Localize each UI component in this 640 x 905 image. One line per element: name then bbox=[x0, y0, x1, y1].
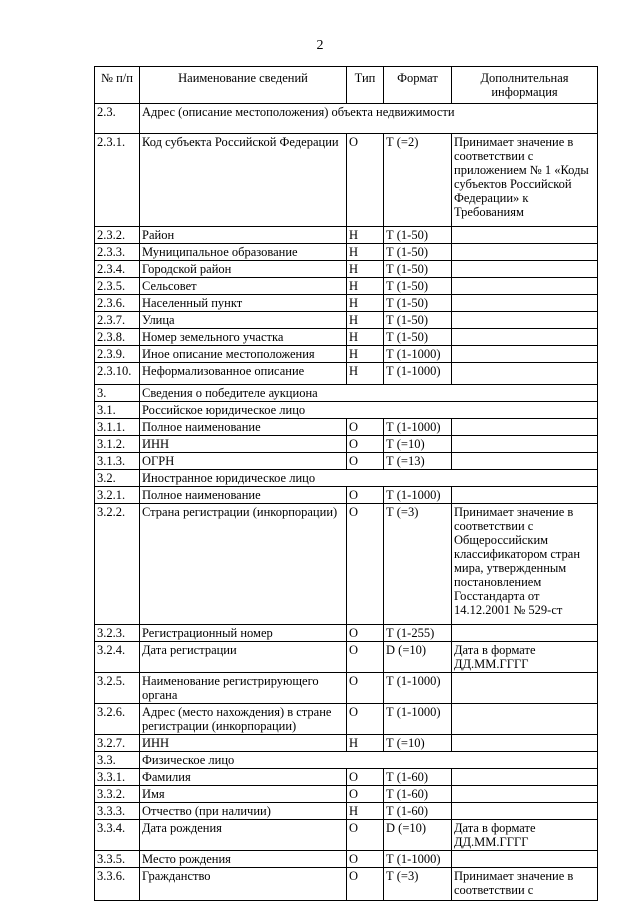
row-number: 2.3.8. bbox=[95, 329, 140, 346]
row-extra bbox=[452, 329, 598, 346]
row-format: Т (1-255) bbox=[384, 625, 452, 642]
row-number: 3.2.5. bbox=[95, 673, 140, 704]
row-name: Населенный пункт bbox=[140, 295, 347, 312]
row-extra bbox=[452, 261, 598, 278]
row-number: 3.1.1. bbox=[95, 419, 140, 436]
row-extra bbox=[452, 673, 598, 704]
row-format: Т (1-1000) bbox=[384, 851, 452, 868]
row-name: Отчество (при наличии) bbox=[140, 803, 347, 820]
table-row bbox=[95, 312, 598, 329]
row-type: Н bbox=[347, 312, 384, 329]
row-type: О bbox=[347, 487, 384, 504]
row-name: Наименование регистрирующего органа bbox=[140, 673, 347, 704]
section-title: Адрес (описание местоположения) объекта недвижимости bbox=[140, 104, 598, 134]
row-number: 3.3.5. bbox=[95, 851, 140, 868]
row-type: О bbox=[347, 436, 384, 453]
row-type: Н bbox=[347, 346, 384, 363]
row-extra: Принимает значение в соответствии с bbox=[452, 868, 598, 901]
row-type: О bbox=[347, 673, 384, 704]
row-type: О bbox=[347, 769, 384, 786]
row-name: Страна регистрации (инкорпорации) bbox=[140, 504, 347, 625]
row-type: О bbox=[347, 704, 384, 735]
row-name: Сельсовет bbox=[140, 278, 347, 295]
row-number: 3.3.6. bbox=[95, 868, 140, 901]
row-extra bbox=[452, 625, 598, 642]
row-name: Адрес (место нахождения) в стране регистрации (инкорпорации) bbox=[140, 704, 347, 735]
row-number: 3.3.4. bbox=[95, 820, 140, 851]
row-extra bbox=[452, 363, 598, 385]
table-row bbox=[95, 453, 598, 470]
table-row bbox=[95, 134, 598, 227]
table-row bbox=[95, 244, 598, 261]
row-format: Т (=3) bbox=[384, 504, 452, 625]
row-number: 2.3.5. bbox=[95, 278, 140, 295]
row-format: Т (1-1000) bbox=[384, 346, 452, 363]
data-table bbox=[94, 66, 598, 901]
table-row bbox=[95, 735, 598, 752]
row-format: Т (=13) bbox=[384, 453, 452, 470]
table-row bbox=[95, 436, 598, 453]
row-number: 3.1. bbox=[95, 402, 140, 419]
row-type: Н bbox=[347, 278, 384, 295]
row-name: Дата рождения bbox=[140, 820, 347, 851]
row-type: О bbox=[347, 134, 384, 227]
header-format: Формат bbox=[384, 67, 452, 104]
row-type: О bbox=[347, 625, 384, 642]
row-number: 2.3.6. bbox=[95, 295, 140, 312]
table-row bbox=[95, 363, 598, 385]
row-number: 2.3.9. bbox=[95, 346, 140, 363]
row-format: Т (1-60) bbox=[384, 769, 452, 786]
row-type: Н bbox=[347, 227, 384, 244]
table-row bbox=[95, 227, 598, 244]
row-name: Номер земельного участка bbox=[140, 329, 347, 346]
row-number: 3.2.6. bbox=[95, 704, 140, 735]
row-extra bbox=[452, 295, 598, 312]
row-format: Т (1-1000) bbox=[384, 704, 452, 735]
row-format: Т (1-1000) bbox=[384, 673, 452, 704]
table-row bbox=[95, 261, 598, 278]
row-number: 3.1.3. bbox=[95, 453, 140, 470]
row-name: Дата регистрации bbox=[140, 642, 347, 673]
row-format: Т (1-1000) bbox=[384, 363, 452, 385]
row-type: Н bbox=[347, 244, 384, 261]
table-row bbox=[95, 487, 598, 504]
row-format: Т (1-60) bbox=[384, 786, 452, 803]
row-extra bbox=[452, 786, 598, 803]
row-type: Н bbox=[347, 261, 384, 278]
section-row bbox=[95, 402, 598, 419]
table-row bbox=[95, 769, 598, 786]
row-format: Т (=2) bbox=[384, 134, 452, 227]
row-type: Н bbox=[347, 295, 384, 312]
row-number: 2.3.3. bbox=[95, 244, 140, 261]
row-format: Т (1-50) bbox=[384, 312, 452, 329]
row-type: Н bbox=[347, 803, 384, 820]
row-format: Т (1-50) bbox=[384, 227, 452, 244]
row-extra: Дата в формате ДД.ММ.ГГГГ bbox=[452, 820, 598, 851]
row-type: О bbox=[347, 453, 384, 470]
row-number: 3. bbox=[95, 385, 140, 402]
row-name: ИНН bbox=[140, 735, 347, 752]
row-format: Т (1-50) bbox=[384, 329, 452, 346]
row-type: О bbox=[347, 786, 384, 803]
section-title: Иностранное юридическое лицо bbox=[140, 470, 598, 487]
row-number: 3.2.1. bbox=[95, 487, 140, 504]
row-name: Гражданство bbox=[140, 868, 347, 901]
page-number: 2 bbox=[316, 38, 324, 53]
row-format: Т (1-50) bbox=[384, 261, 452, 278]
row-number: 3.2. bbox=[95, 470, 140, 487]
row-number: 3.3.2. bbox=[95, 786, 140, 803]
row-format: Т (1-50) bbox=[384, 278, 452, 295]
row-type: О bbox=[347, 504, 384, 625]
row-extra bbox=[452, 278, 598, 295]
row-extra bbox=[452, 227, 598, 244]
row-extra bbox=[452, 769, 598, 786]
row-number: 2.3. bbox=[95, 104, 140, 134]
row-name: Неформализованное описание bbox=[140, 363, 347, 385]
row-number: 2.3.4. bbox=[95, 261, 140, 278]
row-format: Т (1-50) bbox=[384, 295, 452, 312]
header-num: № п/п bbox=[95, 67, 140, 104]
row-extra: Принимает значение в соответствии с приложением № 1 «Коды субъектов Российской Федерации» к Требованиям bbox=[452, 134, 598, 227]
table-row bbox=[95, 278, 598, 295]
section-row bbox=[95, 752, 598, 769]
row-name: Полное наименование bbox=[140, 487, 347, 504]
row-type: О bbox=[347, 642, 384, 673]
row-number: 3.1.2. bbox=[95, 436, 140, 453]
row-number: 3.3. bbox=[95, 752, 140, 769]
row-number: 2.3.10. bbox=[95, 363, 140, 385]
table-row bbox=[95, 419, 598, 436]
section-row bbox=[95, 104, 598, 134]
row-type: О bbox=[347, 419, 384, 436]
table-row bbox=[95, 673, 598, 704]
row-extra bbox=[452, 312, 598, 329]
row-extra bbox=[452, 704, 598, 735]
row-name: Улица bbox=[140, 312, 347, 329]
table-header bbox=[95, 67, 598, 104]
table-body bbox=[95, 104, 598, 901]
row-name: Регистрационный номер bbox=[140, 625, 347, 642]
table-row bbox=[95, 803, 598, 820]
section-title: Физическое лицо bbox=[140, 752, 598, 769]
table-row bbox=[95, 504, 598, 625]
row-name: Иное описание местоположения bbox=[140, 346, 347, 363]
row-type: Н bbox=[347, 329, 384, 346]
row-number: 3.2.7. bbox=[95, 735, 140, 752]
row-extra: Принимает значение в соответствии с Общероссийским классификатором стран мира, утвержденным постановлением Госстандарта от 14.12.2001 № 529-ст bbox=[452, 504, 598, 625]
row-extra bbox=[452, 346, 598, 363]
row-name: Полное наименование bbox=[140, 419, 347, 436]
row-name: Код субъекта Российской Федерации bbox=[140, 134, 347, 227]
row-name: Имя bbox=[140, 786, 347, 803]
table-row bbox=[95, 820, 598, 851]
row-name: Район bbox=[140, 227, 347, 244]
row-extra bbox=[452, 735, 598, 752]
row-extra bbox=[452, 244, 598, 261]
table-row bbox=[95, 642, 598, 673]
row-extra bbox=[452, 419, 598, 436]
table-row bbox=[95, 851, 598, 868]
section-row bbox=[95, 385, 598, 402]
row-format: Т (=3) bbox=[384, 868, 452, 901]
row-name: Фамилия bbox=[140, 769, 347, 786]
row-type: Н bbox=[347, 363, 384, 385]
row-type: О bbox=[347, 820, 384, 851]
section-title: Российское юридическое лицо bbox=[140, 402, 598, 419]
row-number: 2.3.2. bbox=[95, 227, 140, 244]
table-row bbox=[95, 868, 598, 901]
table-row bbox=[95, 786, 598, 803]
row-number: 3.2.2. bbox=[95, 504, 140, 625]
row-format: Т (1-50) bbox=[384, 244, 452, 261]
row-extra bbox=[452, 851, 598, 868]
row-number: 3.2.4. bbox=[95, 642, 140, 673]
row-name: Место рождения bbox=[140, 851, 347, 868]
row-format: Т (=10) bbox=[384, 436, 452, 453]
row-format: D (=10) bbox=[384, 642, 452, 673]
row-format: Т (1-1000) bbox=[384, 487, 452, 504]
row-type: О bbox=[347, 868, 384, 901]
row-type: Н bbox=[347, 735, 384, 752]
row-format: D (=10) bbox=[384, 820, 452, 851]
row-format: Т (1-1000) bbox=[384, 419, 452, 436]
row-extra bbox=[452, 803, 598, 820]
table-row bbox=[95, 295, 598, 312]
row-format: Т (=10) bbox=[384, 735, 452, 752]
row-extra bbox=[452, 487, 598, 504]
header-name: Наименование сведений bbox=[140, 67, 347, 104]
header-extra: Дополнительная информация bbox=[452, 67, 598, 104]
row-number: 2.3.1. bbox=[95, 134, 140, 227]
row-name: ОГРН bbox=[140, 453, 347, 470]
row-format: Т (1-60) bbox=[384, 803, 452, 820]
row-number: 3.2.3. bbox=[95, 625, 140, 642]
row-name: Муниципальное образование bbox=[140, 244, 347, 261]
row-extra: Дата в формате ДД.ММ.ГГГГ bbox=[452, 642, 598, 673]
row-type: О bbox=[347, 851, 384, 868]
row-extra bbox=[452, 453, 598, 470]
row-number: 3.3.1. bbox=[95, 769, 140, 786]
row-name: ИНН bbox=[140, 436, 347, 453]
table-row bbox=[95, 346, 598, 363]
row-number: 2.3.7. bbox=[95, 312, 140, 329]
table-row bbox=[95, 329, 598, 346]
section-row bbox=[95, 470, 598, 487]
row-number: 3.3.3. bbox=[95, 803, 140, 820]
row-extra bbox=[452, 436, 598, 453]
header-type: Тип bbox=[347, 67, 384, 104]
row-name: Городской район bbox=[140, 261, 347, 278]
section-title: Сведения о победителе аукциона bbox=[140, 385, 598, 402]
table-row bbox=[95, 704, 598, 735]
table-row bbox=[95, 625, 598, 642]
